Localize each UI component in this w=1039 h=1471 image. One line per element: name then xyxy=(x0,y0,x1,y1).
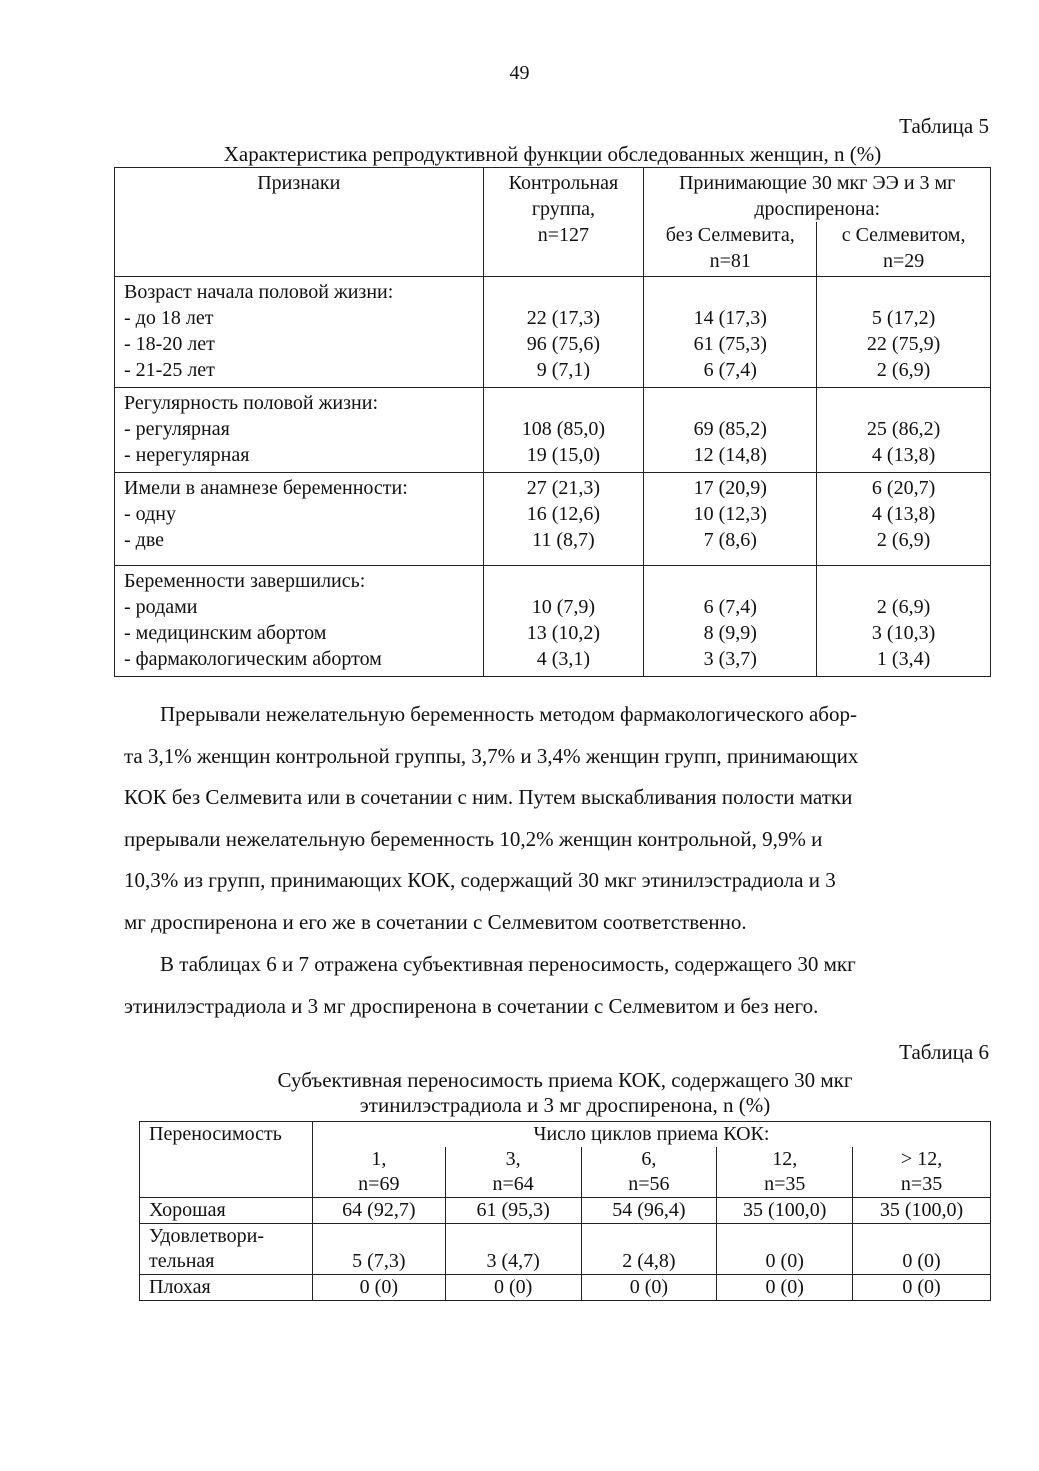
table6-cell: 0 (0) xyxy=(312,1275,445,1301)
table6-header-cycles: Число циклов приема КОК: xyxy=(312,1122,990,1148)
table6-header-tolerability: Переносимость xyxy=(140,1122,313,1198)
table5-header-features: Признаки xyxy=(115,168,484,277)
table5-without-values: 14 (17,3) 61 (75,3) 6 (7,4) xyxy=(644,277,817,388)
table6-row-label: Хорошая xyxy=(140,1198,313,1224)
table5 xyxy=(114,167,991,677)
table6-caption: Субъективная переносимость приема КОК, содержащего 30 мкг этинилэстрадиола и 3 мг дроспиренона, n (%) xyxy=(277,1068,853,1117)
table6-cell: 0 (0) xyxy=(717,1275,853,1301)
paragraph-1-line: мг дроспиренона и его же в сочетании с Селмевитом соответственно. xyxy=(124,909,747,934)
table6-cell: 0 (0) xyxy=(853,1224,991,1275)
table6-cell: 35 (100,0) xyxy=(717,1198,853,1224)
table5-control-values: 108 (85,0) 19 (15,0) xyxy=(483,388,644,473)
table5-labels: Беременности завершились: - родами - медицинским абортом - фармакологическим абортом xyxy=(115,566,484,677)
table6-cycle-1: 1, n=69 xyxy=(312,1147,445,1198)
paragraph-1-line: КОК без Селмевита или в сочетании с ним. Путем выскабливания полости матки xyxy=(124,785,853,809)
table6-cell: 0 (0) xyxy=(853,1275,991,1301)
table5-control-values: 22 (17,3) 96 (75,6) 9 (7,1) xyxy=(483,277,644,388)
table6-cell: 61 (95,3) xyxy=(445,1198,581,1224)
table5-control-values: 10 (7,9) 13 (10,2) 4 (3,1) xyxy=(483,566,644,677)
table5-with-values: 5 (17,2) 22 (75,9) 2 (6,9) xyxy=(817,277,991,388)
table5-header-with-selmevit: с Селмевитом, n=29 xyxy=(817,222,991,277)
table6-row-satisfactory xyxy=(140,1224,991,1275)
table6-cell: 2 (4,8) xyxy=(581,1224,717,1275)
table6 xyxy=(139,1121,991,1301)
table5-without-values: 69 (85,2) 12 (14,8) xyxy=(644,388,817,473)
table5-section-pregnancies xyxy=(115,473,991,566)
paragraph-1-line: та 3,1% женщин контрольной группы, 3,7% и 3,4% женщин групп, принимающих xyxy=(124,743,859,768)
table6-cycle-12: 12, n=35 xyxy=(717,1147,853,1198)
table6-cell: 64 (92,7) xyxy=(312,1198,445,1224)
table5-header-control: Контрольная группа, n=127 xyxy=(483,168,644,277)
paragraph-2 xyxy=(124,944,990,1027)
table6-row-label: Плохая xyxy=(140,1275,313,1301)
table6-row-label: Удовлетвори- тельная xyxy=(140,1224,313,1275)
table5-without-values: 17 (20,9) 10 (12,3) 7 (8,6) xyxy=(644,473,817,566)
table5-section-outcomes xyxy=(115,566,991,677)
table5-without-values: 6 (7,4) 8 (9,9) 3 (3,7) xyxy=(644,566,817,677)
table6-cycle-3: 3, n=64 xyxy=(445,1147,581,1198)
table6-cell: 0 (0) xyxy=(717,1224,853,1275)
table5-labels: Возраст начала половой жизни: - до 18 лет - 18-20 лет - 21-25 лет xyxy=(115,277,484,388)
table5-header-row xyxy=(115,168,991,223)
table6-header-row xyxy=(140,1122,991,1148)
paragraph-1-line: прерывали нежелательную беременность 10,2% женщин контрольной, 9,9% и xyxy=(124,826,823,851)
table6-label: Таблица 6 xyxy=(899,1040,989,1064)
table6-cycle-6: 6, n=56 xyxy=(581,1147,717,1198)
table6-row-poor xyxy=(140,1275,991,1301)
table6-cell: 35 (100,0) xyxy=(853,1198,991,1224)
table5-caption: Характеристика репродуктивной функции обследованных женщин, n (%) xyxy=(223,142,882,166)
table5-section-regularity xyxy=(115,388,991,473)
table5-section-age xyxy=(115,277,991,388)
table6-cell: 5 (7,3) xyxy=(312,1224,445,1275)
paragraph-2-line: В таблицах 6 и 7 отражена субъективная переносимость, содержащего 30 мкг xyxy=(160,952,856,976)
paragraph-2-line: этинилэстрадиола и 3 мг дроспиренона в сочетании с Селмевитом и без него. xyxy=(124,993,819,1018)
table5-header-without-selmevit: без Селмевита, n=81 xyxy=(644,222,817,277)
table5-with-values: 25 (86,2) 4 (13,8) xyxy=(817,388,991,473)
page-number: 49 xyxy=(509,62,530,84)
paragraph-1 xyxy=(124,694,990,943)
table6-cell: 0 (0) xyxy=(445,1275,581,1301)
table6-cell: 54 (96,4) xyxy=(581,1198,717,1224)
table5-control-values: 27 (21,3) 16 (12,6) 11 (8,7) xyxy=(483,473,644,566)
table6-cell: 0 (0) xyxy=(581,1275,717,1301)
table6-cell: 3 (4,7) xyxy=(445,1224,581,1275)
table6-row-good xyxy=(140,1198,991,1224)
table5-labels: Имели в анамнезе беременности: - одну - две xyxy=(115,473,484,566)
table5-labels: Регулярность половой жизни: - регулярная - нерегулярная xyxy=(115,388,484,473)
paragraph-1-line: Прерывали нежелательную беременность методом фармакологического абор- xyxy=(160,702,857,726)
table5-header-taking: Принимающие 30 мкг ЭЭ и 3 мг дроспиренона: xyxy=(644,168,991,223)
paragraph-1-line: 10,3% из групп, принимающих КОК, содержащий 30 мкг этинилэстрадиола и 3 xyxy=(124,868,836,892)
table5-label: Таблица 5 xyxy=(899,114,989,138)
table6-cycle-over-12: > 12, n=35 xyxy=(853,1147,991,1198)
table5-with-values: 6 (20,7) 4 (13,8) 2 (6,9) xyxy=(817,473,991,566)
table5-with-values: 2 (6,9) 3 (10,3) 1 (3,4) xyxy=(817,566,991,677)
